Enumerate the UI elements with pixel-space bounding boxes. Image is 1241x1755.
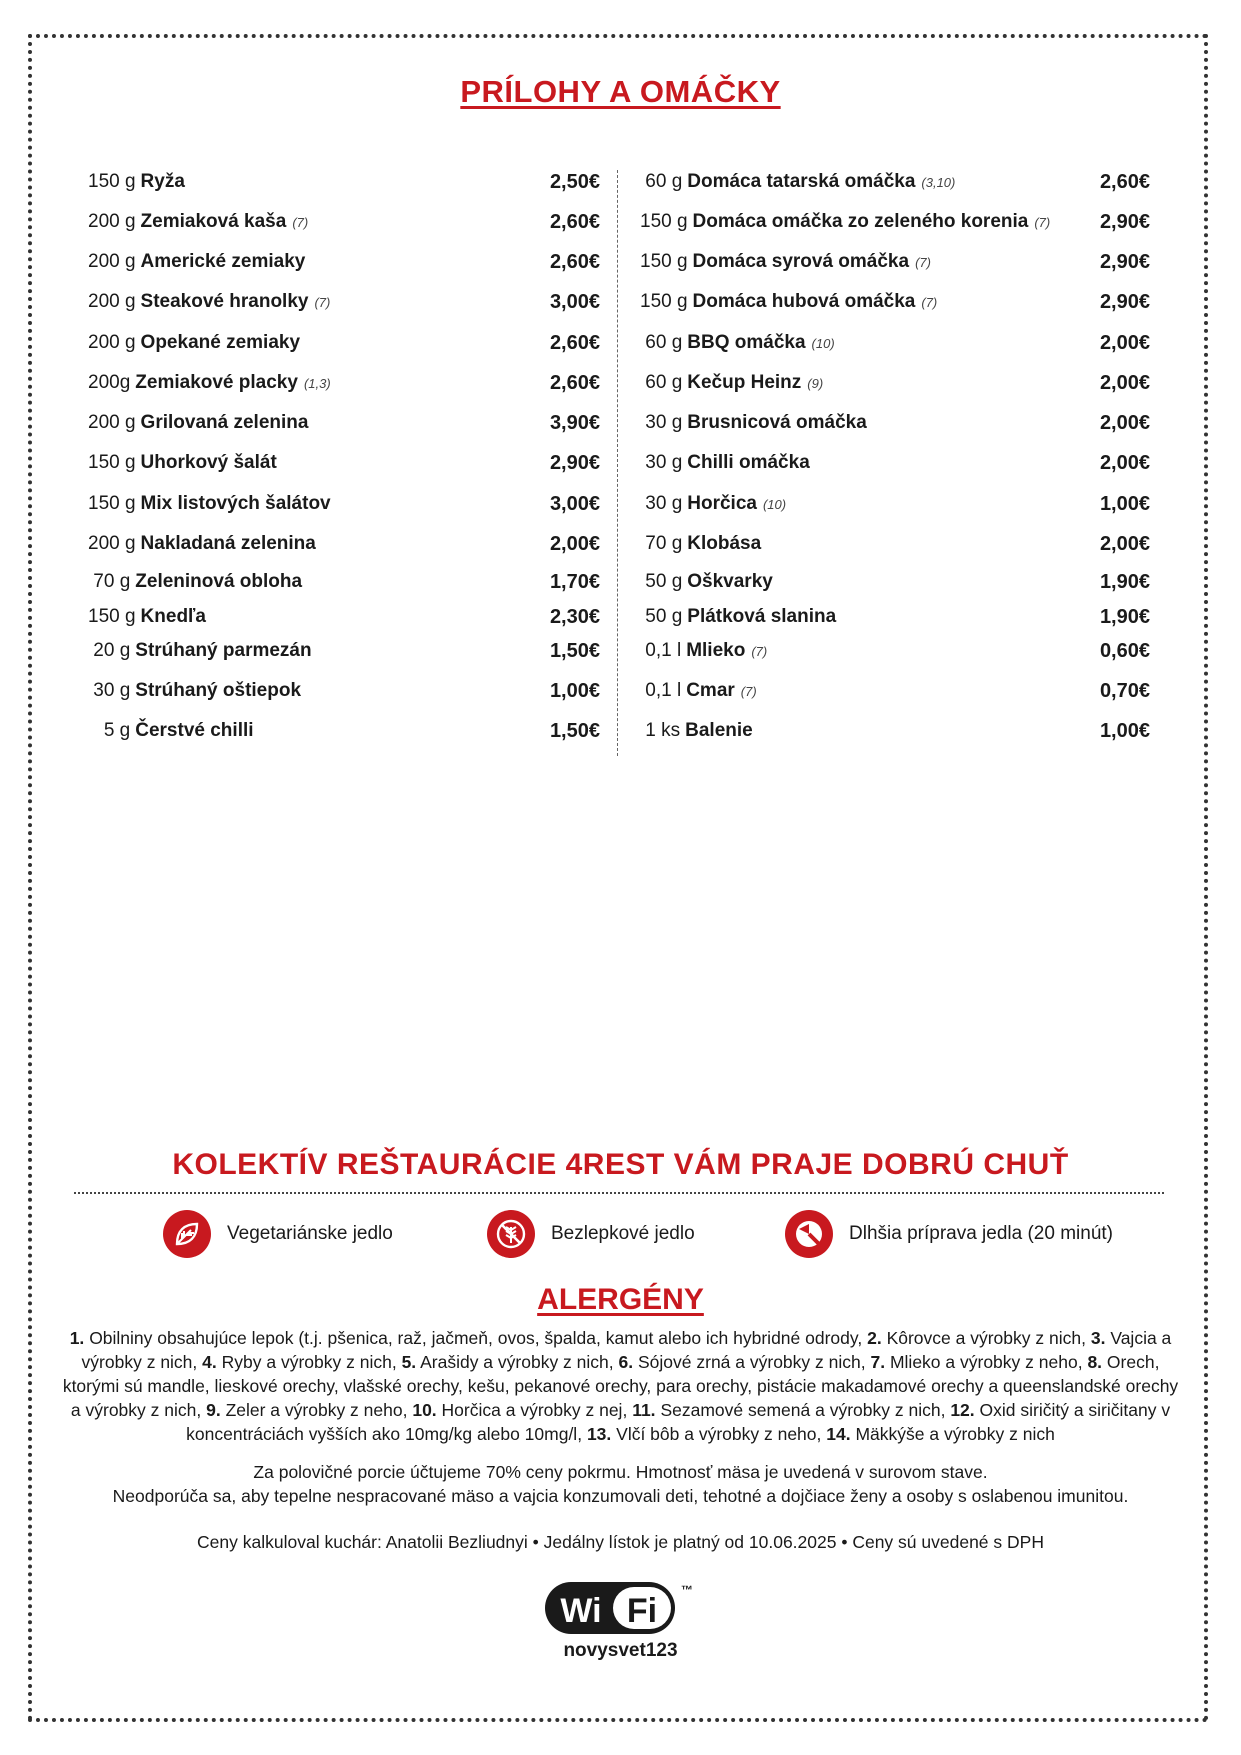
menu-item (88, 327, 600, 359)
menu-item-weight: 200 g (88, 211, 136, 232)
menu-item-name: Mlieko (686, 640, 746, 661)
menu-item-price: 2,00€ (1099, 411, 1150, 434)
leaf-icon (163, 1210, 211, 1258)
allergens-list (60, 1326, 1181, 1446)
menu-item-allergens: (1,3) (303, 375, 331, 391)
menu-item-price: 2,60€ (549, 331, 600, 354)
allergen-text: Sójové zrná a výrobky z nich, (638, 1352, 866, 1372)
menu-item-name: Klobása (687, 533, 762, 554)
menu-item-price: 1,70€ (549, 570, 600, 593)
menu-item (640, 447, 1150, 479)
menu-item-weight: 200 g (88, 332, 136, 353)
menu-item (640, 166, 1150, 198)
menu-item-price: 2,60€ (549, 371, 600, 394)
menu-item (88, 715, 600, 747)
allergen-text: Obilniny obsahujúce lepok (t.j. pšenica, raž, jačmeň, ovos, špalda, kamut alebo ich hybridné odrody, (89, 1328, 863, 1348)
column-divider (617, 170, 618, 756)
allergen-number: 7. (870, 1352, 886, 1372)
menu-item-weight: 150 g (640, 211, 688, 232)
menu-item-name: Chilli omáčka (687, 452, 810, 473)
menu-item-allergens: (10) (811, 335, 835, 351)
menu-item-weight: 150 g (88, 452, 136, 473)
menu-item-name: Uhorkový šalát (140, 452, 277, 473)
menu-item-name: Zemiakové placky (135, 372, 298, 393)
allergen-text: Sezamové semená a výrobky z nich, (660, 1400, 946, 1420)
menu-item (640, 246, 1150, 278)
allergen-number: 4. (202, 1352, 217, 1372)
menu-item-allergens: (3,10) (921, 174, 956, 190)
allergen-number: 1. (69, 1328, 85, 1348)
menu-item-allergens: (10) (762, 496, 787, 512)
menu-item (88, 488, 600, 520)
menu-item-name: Kečup Heinz (687, 372, 802, 393)
legend-label: Dlhšia príprava jedla (20 minút) (849, 1223, 1114, 1244)
menu-item (640, 635, 1150, 667)
allergen-number: 11. (632, 1400, 656, 1420)
legend-vegetarian (163, 1210, 393, 1258)
menu-item (88, 528, 600, 560)
menu-item-name: Grilovaná zelenina (140, 412, 309, 433)
menu-item-weight: 70 g (88, 571, 131, 592)
menu-item-weight: 70 g (640, 533, 683, 554)
menu-item (88, 566, 600, 598)
menu-item-weight: 20 g (88, 640, 131, 661)
menu-item-weight: 0,1 l (640, 680, 682, 701)
menu-item-price: 2,30€ (549, 605, 600, 628)
menu-item-price: 2,90€ (1099, 250, 1150, 273)
allergen-text: Vlčí bôb a výrobky z neho, (616, 1424, 822, 1444)
menu-item-price: 2,60€ (549, 210, 600, 233)
menu-item (640, 601, 1150, 633)
menu-item-price: 3,00€ (549, 492, 600, 515)
menu-item-name: Čerstvé chilli (135, 720, 254, 741)
menu-item-name: Horčica (687, 493, 757, 514)
menu-item-name: Domáca hubová omáčka (692, 291, 916, 312)
menu-item-weight: 200 g (88, 533, 136, 554)
menu-item-price: 1,90€ (1099, 570, 1150, 593)
menu-item-allergens: (7) (915, 254, 931, 270)
menu-item-price: 2,00€ (1099, 331, 1150, 354)
menu-item-price: 2,00€ (1099, 371, 1150, 394)
allergen-number: 6. (618, 1352, 634, 1372)
footer-note: Ceny kalkuloval kuchár: Anatolii Bezliudnyi • Jedálny lístok je platný od 10.06.2025 • Ceny sú uvedené s DPH (197, 1532, 1044, 1552)
menu-item-price: 1,00€ (549, 679, 600, 702)
menu-item-weight: 150 g (640, 251, 688, 272)
wifi-password: novysvet123 (563, 1640, 678, 1661)
menu-item-name: Knedľa (140, 606, 206, 627)
menu-item-weight: 200 g (88, 251, 136, 272)
note-line: Neodporúča sa, aby tepelne nespracované mäso a vajcia konzumovali deti, tehotné a dojčiace ženy a osoby s oslabenou imunitou. (112, 1486, 1129, 1506)
menu-item-price: 1,90€ (1099, 605, 1150, 628)
allergen-text: Vajcia a výrobky z nich, (81, 1328, 1172, 1372)
menu-item-allergens: (7) (1034, 214, 1051, 230)
menu-item (640, 327, 1150, 359)
allergen-text: Kôrovce a výrobky z nich, (886, 1328, 1086, 1348)
menu-item-price: 1,50€ (549, 639, 600, 662)
menu-item-price: 0,60€ (1099, 639, 1150, 662)
menu-item (88, 675, 600, 707)
allergen-text: Mlieko a výrobky z neho, (889, 1352, 1083, 1372)
allergens-title: ALERGÉNY (537, 1283, 704, 1316)
allergen-text: Ryby a výrobky z nich, (221, 1352, 397, 1372)
allergen-text: Mäkkýše a výrobky z nich (855, 1424, 1055, 1444)
gluten-free-icon (487, 1210, 535, 1258)
menu-item-name: Ryža (140, 171, 185, 192)
menu-item-weight: 60 g (640, 372, 683, 393)
page-title: PRÍLOHY A OMÁČKY (460, 74, 781, 109)
allergen-number: 14. (826, 1424, 851, 1444)
wifi-logo-right: Fi (626, 1592, 658, 1630)
menu-item (640, 367, 1150, 399)
menu-item-name: Americké zemiaky (140, 251, 306, 272)
menu-item-price: 2,90€ (1099, 290, 1150, 313)
menu-item-allergens: (9) (807, 375, 824, 391)
menu-item-name: Mix listových šalátov (140, 493, 331, 514)
allergen-text: Horčica a výrobky z nej, (441, 1400, 628, 1420)
menu-item (88, 246, 600, 278)
menu-item (640, 715, 1150, 747)
menu-item-allergens: (7) (292, 214, 309, 230)
menu-item (88, 447, 600, 479)
menu-item-name: Strúhaný parmezán (135, 640, 312, 661)
note-line: Za polovičné porcie účtujeme 70% ceny pokrmu. Hmotnosť mäsa je uvedená v surovom stave. (253, 1462, 988, 1482)
menu-item-weight: 30 g (640, 452, 683, 473)
dotted-divider (74, 1192, 1164, 1194)
menu-item-price: 0,70€ (1099, 679, 1150, 702)
menu-item-price: 2,00€ (549, 532, 600, 555)
menu-item-weight: 150 g (640, 291, 688, 312)
menu-item (88, 635, 600, 667)
wifi-tm: ™ (681, 1583, 693, 1597)
menu-item-name: Domáca omáčka zo zeleného korenia (692, 211, 1029, 232)
menu-item-weight: 60 g (640, 171, 683, 192)
menu-item (88, 286, 600, 318)
menu-item (88, 601, 600, 633)
menu-item (640, 675, 1150, 707)
menu-item-allergens: (7) (751, 643, 768, 659)
menu-item-name: Oškvarky (687, 571, 773, 592)
allergen-number: 3. (1090, 1328, 1106, 1348)
menu-item-weight: 30 g (640, 493, 683, 514)
menu-item-weight: 150 g (88, 606, 136, 627)
menu-item-allergens: (7) (314, 294, 331, 310)
menu-item-price: 2,50€ (549, 170, 600, 193)
menu-item-price: 2,90€ (1099, 210, 1150, 233)
menu-item-name: BBQ omáčka (687, 332, 806, 353)
menu-item-name: Zeleninová obloha (135, 571, 303, 592)
menu-item-name: Zemiaková kaša (140, 211, 287, 232)
menu-item-price: 1,00€ (1099, 719, 1150, 742)
notes (0, 1460, 1241, 1508)
menu-item-price: 3,00€ (549, 290, 600, 313)
menu-item-weight: 200 g (88, 412, 136, 433)
wifi-logo-left: Wi (560, 1592, 602, 1630)
menu-item-weight: 5 g (88, 720, 131, 741)
menu-item (640, 488, 1150, 520)
menu-item (640, 566, 1150, 598)
allergen-text: Arašidy a výrobky z nich, (420, 1352, 614, 1372)
menu-item-weight: 1 ks (640, 720, 681, 741)
menu-item-price: 2,00€ (1099, 532, 1150, 555)
menu-item-name: Steakové hranolky (140, 291, 309, 312)
allergen-number: 12. (950, 1400, 975, 1420)
menu-item-weight: 0,1 l (640, 640, 682, 661)
menu-item-weight: 50 g (640, 571, 683, 592)
menu-item (640, 528, 1150, 560)
menu-item-allergens: (7) (740, 683, 757, 699)
allergen-number: 8. (1087, 1352, 1103, 1372)
menu-item (640, 206, 1150, 238)
menu-item-weight: 150 g (88, 493, 136, 514)
menu-item-weight: 30 g (640, 412, 683, 433)
menu-item (640, 286, 1150, 318)
allergen-text: Zeler a výrobky z neho, (225, 1400, 408, 1420)
menu-item-allergens: (7) (921, 294, 938, 310)
menu-item-name: Opekané zemiaky (140, 332, 301, 353)
menu-item (88, 206, 600, 238)
menu-item-price: 1,00€ (1099, 492, 1150, 515)
menu-item-name: Nakladaná zelenina (140, 533, 316, 554)
allergen-number: 5. (401, 1352, 417, 1372)
menu-item-price: 2,00€ (1099, 451, 1150, 474)
menu-item-name: Cmar (686, 680, 735, 701)
menu-item-weight: 150 g (88, 171, 136, 192)
menu-item (88, 407, 600, 439)
wifi-logo (545, 1578, 705, 1642)
menu-item-price: 2,90€ (549, 451, 600, 474)
clock-icon (785, 1210, 833, 1258)
menu-item (88, 367, 600, 399)
allergen-number: 2. (867, 1328, 882, 1348)
menu-item (640, 407, 1150, 439)
slogan: KOLEKTÍV REŠTAURÁCIE 4REST VÁM PRAJE DOBRÚ CHUŤ (172, 1148, 1069, 1181)
menu-item-weight: 50 g (640, 606, 683, 627)
menu-item-price: 2,60€ (1099, 170, 1150, 193)
allergen-number: 13. (586, 1424, 612, 1444)
menu-item-price: 1,50€ (549, 719, 600, 742)
menu-item-name: Domáca tatarská omáčka (687, 171, 916, 192)
legend-label: Vegetariánske jedlo (227, 1223, 393, 1244)
legend-gluten-free (487, 1210, 695, 1258)
menu-item-name: Balenie (685, 720, 753, 741)
menu-item (88, 166, 600, 198)
allergen-number: 10. (412, 1400, 437, 1420)
menu-item-name: Strúhaný oštiepok (135, 680, 302, 701)
menu-item-weight: 200g (88, 372, 131, 393)
menu-item-name: Brusnicová omáčka (687, 412, 867, 433)
menu-item-weight: 30 g (88, 680, 131, 701)
allergen-text: Orech, ktorými sú mandle, lieskové orechy, vlašské orechy, kešu, pekanové orechy, para orechy, pistácie makadamové orechy a queenslandské orechy a výrobky z nich, (62, 1352, 1179, 1420)
legend-long-prep (785, 1210, 1113, 1258)
menu-item-name: Plátková slanina (687, 606, 837, 627)
menu-item-weight: 200 g (88, 291, 136, 312)
menu-item-price: 3,90€ (549, 411, 600, 434)
menu-item-name: Domáca syrová omáčka (692, 251, 910, 272)
menu-item-weight: 60 g (640, 332, 683, 353)
allergen-text: Oxid siričitý a siričitany v koncentráciách vyšších ako 10mg/kg alebo 10mg/l, (186, 1400, 1171, 1444)
legend-label: Bezlepkové jedlo (551, 1223, 695, 1244)
menu-item-price: 2,60€ (549, 250, 600, 273)
allergen-number: 9. (206, 1400, 221, 1420)
